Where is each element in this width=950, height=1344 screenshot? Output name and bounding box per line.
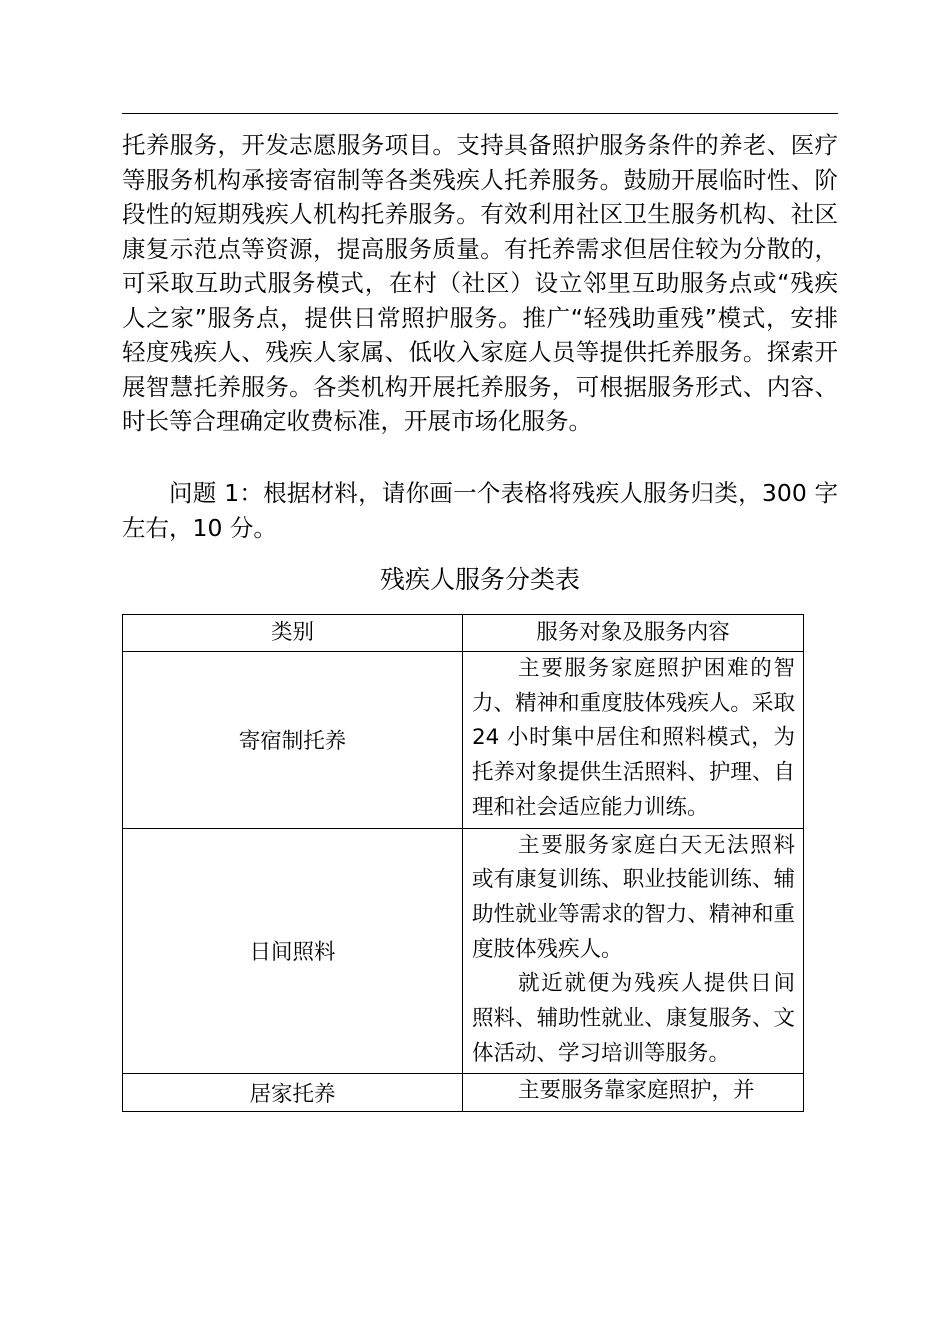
row-paragraph: 主要服务家庭照护困难的智力、精神和重度肢体残疾人。采取 24 小时集中居住和照料模式，为托养对象提供生活照料、护理、自理和社会适应能力训练。	[472, 656, 795, 820]
table-row	[123, 1074, 804, 1112]
row-category: 日间照料	[123, 828, 463, 1074]
row-content	[463, 828, 804, 1074]
service-classification-table	[122, 614, 804, 1112]
table-row	[123, 828, 804, 1074]
row-paragraph: 主要服务靠家庭照护，并	[518, 1078, 755, 1104]
question-text: 问题 1：根据材料，请你画一个表格将残疾人服务归类，300 字左右，10 分。	[122, 479, 838, 542]
table-row	[123, 652, 804, 829]
body-paragraph: 托养服务，开发志愿服务项目。支持具备照护服务条件的养老、医疗等服务机构承接寄宿制等各类残疾人托养服务。鼓励开展临时性、阶段性的短期残疾人机构托养服务。有效利用社区卫生服务机构、社区康复示范点等资源，提高服务质量。有托养需求但居住较为分散的，可采取互助式服务模式，在村（社区）设立邻里互助服务点或“残疾人之家”服务点，提供日常照护服务。推广“轻残助重残”模式，安排轻度残疾人、残疾人家属、低收入家庭人员等提供托养服务。探索开展智慧托养服务。各类机构开展托养服务，可根据服务形式、内容、时长等合理确定收费标准，开展市场化服务。	[122, 131, 838, 435]
row-content	[463, 652, 804, 829]
row-category: 寄宿制托养	[123, 652, 463, 829]
header-rule	[122, 113, 838, 114]
header-content: 服务对象及服务内容	[463, 615, 804, 652]
row-content	[463, 1074, 804, 1112]
row-paragraph: 主要服务家庭白天无法照料或有康复训练、职业技能训练、辅助性就业等需求的智力、精神和重度肢体残疾人。	[472, 832, 795, 962]
row-paragraph: 就近就便为残疾人提供日间照料、辅助性就业、康复服务、文体活动、学习培训等服务。	[472, 971, 795, 1066]
header-category: 类别	[123, 615, 463, 652]
row-category: 居家托养	[123, 1074, 463, 1112]
table-title: 残疾人服务分类表	[379, 565, 580, 594]
table-header-row	[123, 615, 804, 652]
